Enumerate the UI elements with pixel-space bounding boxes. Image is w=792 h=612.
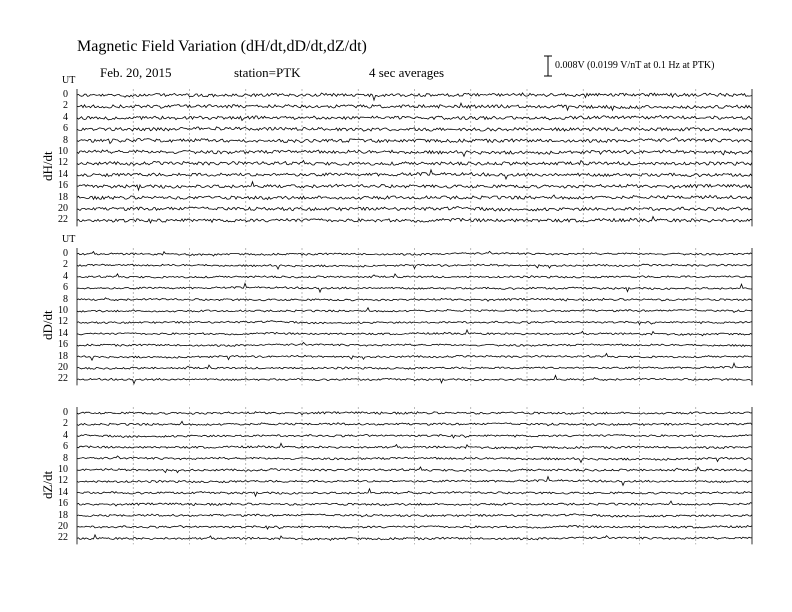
trace-hour-label: 4 (63, 111, 68, 123)
trace-hour-label: 4 (63, 270, 68, 282)
scale-bar (544, 56, 552, 76)
trace-hour-label: 8 (63, 134, 68, 146)
ut-label: UT (62, 234, 76, 245)
trace-hour-label: 18 (58, 350, 68, 362)
trace-hour-label: 10 (58, 146, 68, 157)
station-label: station=PTK (234, 65, 301, 80)
trace-hour-label: 8 (63, 293, 68, 305)
chart-title: Magnetic Field Variation (dH/dt,dD/dt,dZ/dt) (77, 38, 367, 55)
trace-hour-label: 22 (58, 214, 68, 226)
trace-hour-label: 12 (58, 316, 68, 328)
trace-hour-label: 12 (58, 157, 68, 169)
trace-hour-label: 2 (63, 418, 68, 430)
trace-hour-label: 14 (58, 486, 68, 498)
trace-hour-label: 12 (58, 475, 68, 487)
trace-hour-label: 22 (58, 373, 68, 385)
trace-line (77, 421, 752, 425)
ut-label: UT (62, 75, 76, 86)
trace-hour-label: 0 (63, 89, 68, 100)
trace-hour-label: 22 (58, 532, 68, 544)
trace-hour-label: 18 (58, 509, 68, 521)
averaging-label: 4 sec averages (369, 65, 445, 80)
trace-hour-label: 10 (58, 464, 68, 475)
trace-hour-label: 8 (63, 452, 68, 464)
panel-ylabel: dD/dt (40, 310, 55, 340)
trace-hour-label: 20 (58, 521, 68, 532)
trace-hour-label: 16 (58, 180, 68, 192)
trace-hour-label: 20 (58, 362, 68, 373)
trace-hour-label: 2 (63, 100, 68, 112)
panel-ylabel: dH/dt (40, 151, 55, 181)
panel-ylabel: dZ/dt (40, 470, 55, 499)
date-label: Feb. 20, 2015 (100, 65, 172, 80)
trace-hour-label: 14 (58, 168, 68, 180)
trace-hour-label: 20 (58, 203, 68, 214)
trace-hour-label: 4 (63, 429, 68, 441)
trace-hour-label: 18 (58, 191, 68, 203)
trace-hour-label: 16 (58, 339, 68, 351)
trace-hour-label: 6 (63, 441, 68, 453)
trace-hour-label: 10 (58, 305, 68, 316)
trace-hour-label: 6 (63, 282, 68, 294)
trace-hour-label: 2 (63, 259, 68, 271)
trace-hour-label: 6 (63, 123, 68, 135)
grid (77, 89, 752, 544)
trace-hour-label: 16 (58, 498, 68, 510)
trace-hour-label: 0 (63, 407, 68, 418)
scale-bar-label: 0.008V (0.0199 V/nT at 0.1 Hz at PTK) (555, 60, 715, 71)
trace-hour-label: 0 (63, 248, 68, 259)
trace-hour-label: 14 (58, 327, 68, 339)
